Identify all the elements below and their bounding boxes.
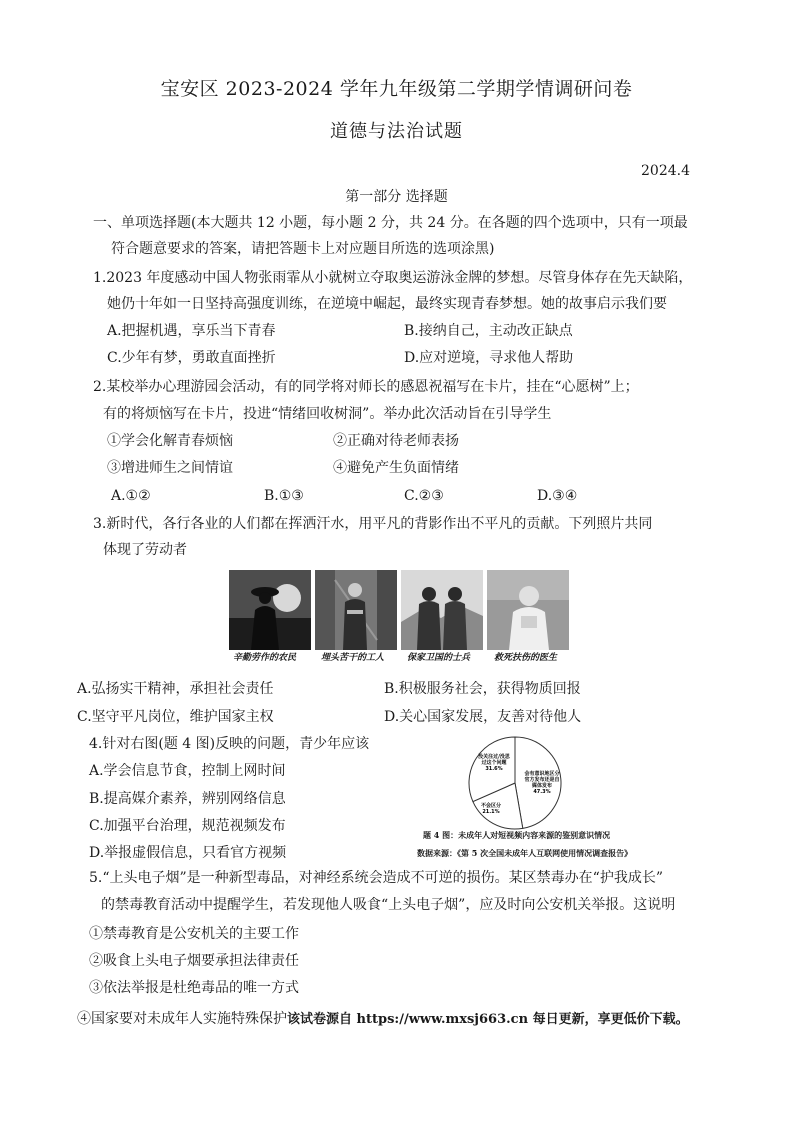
q2-option-b: B.①③ [264, 488, 304, 504]
photo-caption-farmer: 辛勤劳作的农民 [233, 653, 297, 663]
q2-statement-4: ④避免产生负面情绪 [333, 460, 459, 476]
photo-caption-doctor: 救死扶伤的医生 [494, 653, 558, 663]
pie-label-cannot-distinguish: 不会区分 [480, 803, 502, 809]
photo-caption-soldier: 保家卫国的士兵 [407, 653, 471, 663]
pie-value-official: 47.3% [533, 789, 551, 795]
pie-label-official-line1: 会有意识地区分 [524, 771, 560, 777]
q5-statement-2: ②吸食上头电子烟要承担法律责任 [89, 953, 299, 969]
q2-statement-2: ②正确对待老师表扬 [333, 433, 459, 449]
pie-value-cannot-distinguish: 21.1% [482, 809, 500, 815]
q2-stem-line2: 有的将烦恼写在卡片，投进“情绪回收树洞”。举办此次活动旨在引导学生 [103, 406, 552, 422]
q4-option-b: B.提高媒介素养，辨别网络信息 [89, 791, 286, 807]
pie-label-official-line2: 官方发布还是自 [524, 777, 560, 783]
q5-stem-line2: 的禁毒教育活动中提醒学生，若发现他人吸食“上头电子烟”，应及时向公安机关举报。这说明 [101, 897, 676, 913]
q4-option-a: A.学会信息节食，控制上网时间 [89, 763, 286, 779]
q2-option-c: C.②③ [404, 488, 444, 504]
q1-option-b: B.接纳自己，主动改正缺点 [404, 323, 573, 339]
photo-caption-worker: 埋头苦干的工人 [321, 653, 385, 663]
photo-farmer [229, 570, 311, 650]
q5-statement-4-text: ④国家要对未成年人实施特殊保护 [77, 1011, 287, 1027]
pie-label-not-noticed-line1: 没关注过/没思 [478, 754, 510, 760]
section-instruction-line2: 符合题意要求的答案，请把答题卡上对应题目所选的选项涂黑) [111, 241, 495, 257]
figure-caption: 题 4 图：未成年人对短视频内容来源的鉴别意识情况 [423, 830, 611, 840]
section-instruction-line1: 一、单项选择题(本大题共 12 小题，每小题 2 分，共 24 分。在各题的四个选项中，只有一项最 [93, 215, 688, 231]
q5-stem-line1: 5.“上头电子烟”是一种新型毒品，对神经系统会造成不可逆的损伤。某区禁毒办在“护我成长” [89, 870, 663, 886]
photo-doctor [487, 570, 569, 650]
photo-worker [315, 570, 397, 650]
pie-value-not-noticed: 31.6% [485, 766, 503, 772]
q3-option-d: D.关心国家发展，友善对待他人 [384, 709, 582, 725]
q1-stem-line2: 她仍十年如一日坚持高强度训练，在逆境中崛起，最终实现青春梦想。她的故事启示我们要 [107, 296, 667, 312]
q2-option-d: D.③④ [537, 488, 578, 504]
page-subtitle: 道德与法治试题 [330, 121, 463, 142]
pie-label-official-line3: 媒体发布 [531, 783, 553, 789]
q2-stem-line1: 2.某校举办心理游园会活动，有的同学将对师长的感恩祝福写在卡片，挂在“心愿树”上； [93, 379, 639, 395]
q4-option-d: D.举报虚假信息，只看官方视频 [89, 845, 287, 861]
q2-option-a: A.①② [111, 488, 151, 504]
q4-option-c: C.加强平台治理，规范视频发布 [89, 818, 286, 834]
q2-statement-1: ①学会化解青春烦恼 [107, 433, 233, 449]
q5-statement-4 [77, 1010, 689, 1029]
q3-stem-line1: 3.新时代，各行各业的人们都在挥洒汗水，用平凡的背影作出不平凡的贡献。下列照片共同 [93, 516, 653, 532]
q5-statement-1: ①禁毒教育是公安机关的主要工作 [89, 926, 299, 942]
source-watermark: 该试卷源自 https://www.mxsj663.cn 每日更新，享更低价下载。 [287, 1012, 689, 1027]
q5-statement-3: ③依法举报是杜绝毒品的唯一方式 [89, 980, 299, 996]
source-awareness-pie-chart [455, 733, 585, 833]
q3-option-c: C.坚守平凡岗位，维护国家主权 [77, 709, 274, 725]
exam-date: 2024.4 [641, 163, 690, 179]
q1-option-d: D.应对逆境，寻求他人帮助 [404, 350, 574, 366]
q2-statement-3: ③增进师生之间情谊 [107, 460, 233, 476]
part-heading: 第一部分 选择题 [345, 189, 448, 205]
q1-option-a: A.把握机遇，享乐当下青春 [107, 323, 276, 339]
page-title: 宝安区 2023-2024 学年九年级第二学期学情调研问卷 [160, 78, 633, 100]
photo-soldier [401, 570, 483, 650]
figure-source: 数据来源：《第 5 次全国未成年人互联网使用情况调查报告》 [417, 848, 633, 858]
pie-label-not-noticed-line2: 过这个问题 [481, 760, 507, 766]
q1-option-c: C.少年有梦，勇敢直面挫折 [107, 350, 276, 366]
q1-stem-line1: 1.2023 年度感动中国人物张雨霏从小就树立夺取奥运游泳金牌的梦想。尽管身体存在先天缺陷， [93, 270, 693, 286]
q3-stem-line2: 体现了劳动者 [103, 542, 187, 558]
q3-option-a: A.弘扬实干精神，承担社会责任 [77, 681, 274, 697]
q4-stem: 4.针对右图(题 4 图)反映的问题，青少年应该 [89, 736, 370, 752]
q3-option-b: B.积极服务社会，获得物质回报 [384, 681, 581, 697]
